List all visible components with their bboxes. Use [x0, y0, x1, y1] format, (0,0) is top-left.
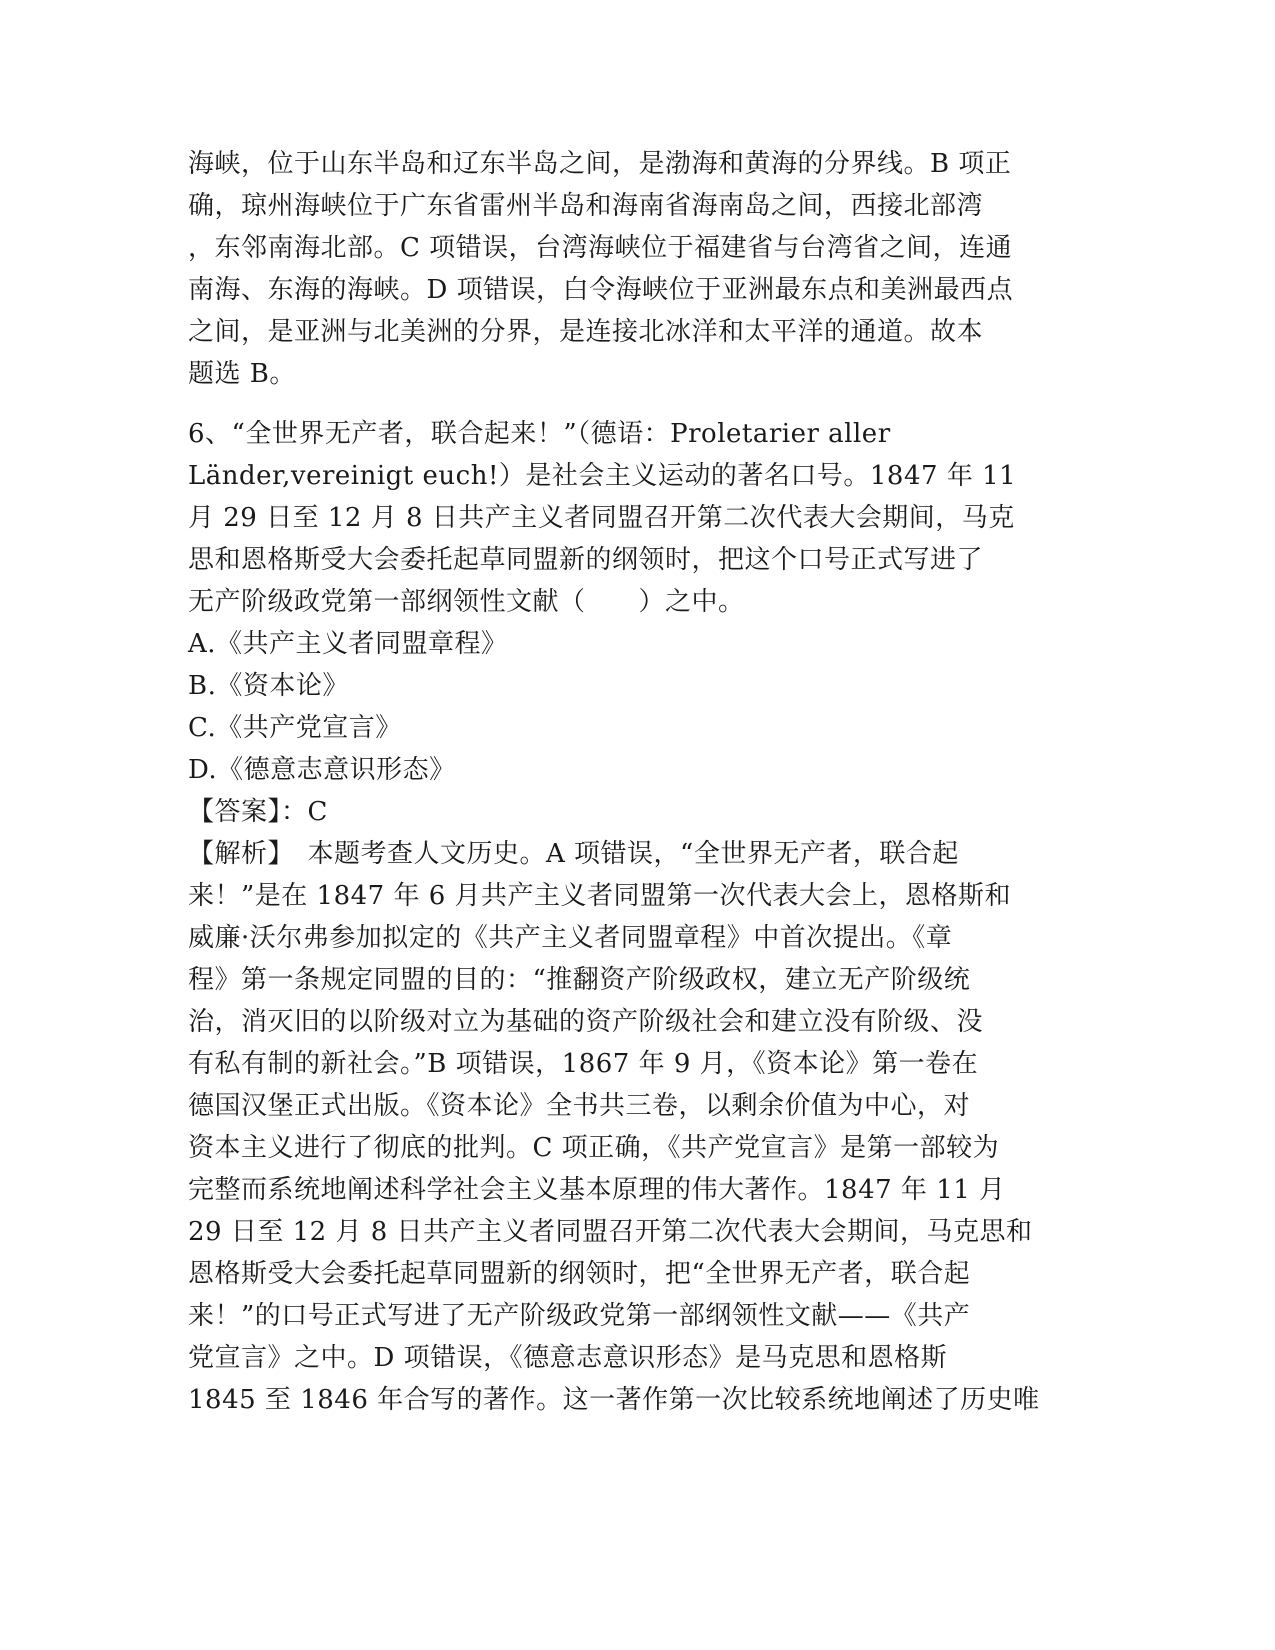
analysis-line: 【解析】 本题考查人文历史。A 项错误，“全世界无产者，联合起: [188, 839, 959, 869]
option-a: A.《共产主义者同盟章程》: [188, 629, 508, 659]
option-c: C.《共产党宣言》: [188, 713, 402, 743]
answer-line: 【答案】：C: [188, 797, 328, 827]
question-line: 6、“全世界无产者，联合起来！”（德语：Proletarier aller: [188, 419, 891, 449]
text-line: 之间，是亚洲与北美洲的分界，是连接北冰洋和太平洋的通道。故本: [188, 317, 984, 347]
text-line: 海峡，位于山东半岛和辽东半岛之间，是渤海和黄海的分界线。B 项正: [188, 149, 1012, 179]
text-line: ，东邻南海北部。C 项错误，台湾海峡位于福建省与台湾省之间，连通: [188, 233, 1013, 263]
analysis-line: 29 日至 12 月 8 日共产主义者同盟召开第二次代表大会期间，马克思和: [188, 1217, 1033, 1247]
text-line: 确，琼州海峡位于广东省雷州半岛和海南省海南岛之间，西接北部湾: [188, 191, 984, 221]
analysis-line: 治，消灭旧的以阶级对立为基础的资产阶级社会和建立没有阶级、没: [188, 1007, 984, 1037]
text-line: 题选 B。: [188, 359, 296, 389]
question-line: Länder,vereinigt euch!）是社会主义运动的著名口号。1847 年 11: [188, 461, 1017, 491]
question-line: 无产阶级政党第一部纲领性文献（ ）之中。: [188, 587, 745, 617]
question-line: 思和恩格斯受大会委托起草同盟新的纲领时，把这个口号正式写进了: [188, 545, 984, 575]
analysis-line: 恩格斯受大会委托起草同盟新的纲领时，把“全世界无产者，联合起: [188, 1259, 971, 1289]
analysis-line: 资本主义进行了彻底的批判。C 项正确，《共产党宣言》是第一部较为: [188, 1133, 1000, 1163]
analysis-line: 来！”是在 1847 年 6 月共产主义者同盟第一次代表大会上，恩格斯和: [188, 881, 1012, 911]
question-line: 月 29 日至 12 月 8 日共产主义者同盟召开第二次代表大会期间，马克: [188, 503, 1015, 533]
analysis-line: 完整而系统地阐述科学社会主义基本原理的伟大著作。1847 年 11 月: [188, 1175, 1006, 1205]
analysis-line: 威廉·沃尔弗参加拟定的《共产主义者同盟章程》中首次提出。《章: [188, 923, 953, 953]
option-d: D.《德意志意识形态》: [188, 755, 456, 785]
analysis-line: 1845 至 1846 年合写的著作。这一著作第一次比较系统地阐述了历史唯: [188, 1385, 1040, 1415]
analysis-line: 德国汉堡正式出版。《资本论》全书共三卷，以剩余价值为中心，对: [188, 1091, 971, 1121]
text-line: 南海、东海的海峡。D 项错误，白令海峡位于亚洲最东点和美洲最西点: [188, 275, 1014, 305]
analysis-line: 程》第一条规定同盟的目的：“推翻资产阶级政权，建立无产阶级统: [188, 965, 971, 995]
analysis-line: 有私有制的新社会。”B 项错误，1867 年 9 月，《资本论》第一卷在: [188, 1049, 979, 1079]
analysis-line: 来！”的口号正式写进了无产阶级政党第一部纲领性文献——《共产: [188, 1301, 971, 1331]
analysis-line: 党宣言》之中。D 项错误，《德意志意识形态》是马克思和恩格斯: [188, 1343, 948, 1373]
option-b: B.《资本论》: [188, 671, 349, 701]
